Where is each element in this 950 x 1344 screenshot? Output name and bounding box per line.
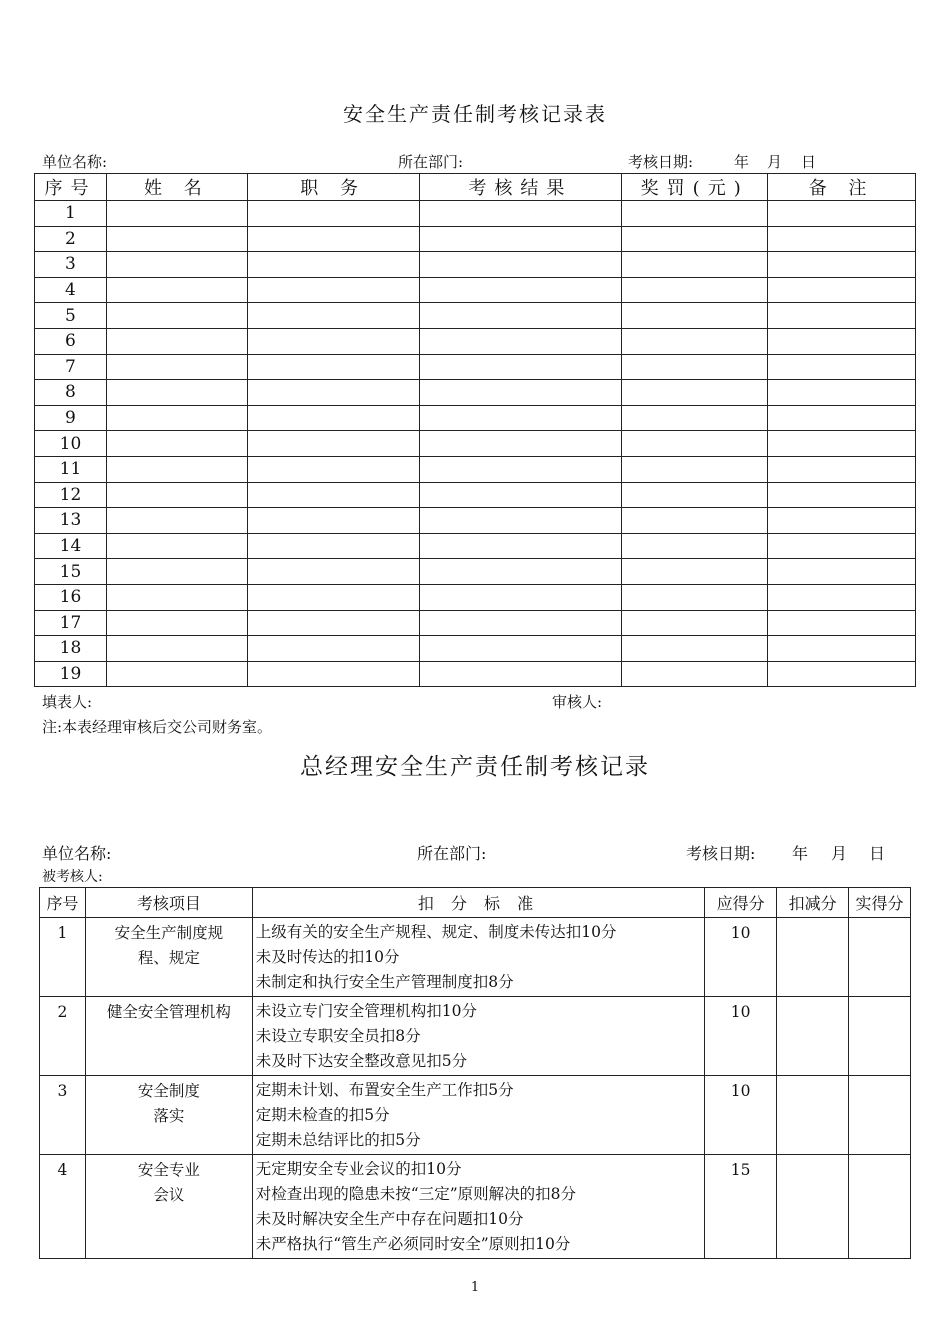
position-cell[interactable]	[247, 328, 419, 354]
name-cell[interactable]	[106, 533, 247, 559]
gm-item-line: 落实	[153, 1107, 185, 1125]
row-index: 18	[35, 636, 107, 662]
gm-item-line: 健全安全管理机构	[106, 1003, 231, 1021]
gm-deducted-cell[interactable]	[777, 918, 849, 997]
name-cell[interactable]	[106, 431, 247, 457]
remarks-cell[interactable]	[768, 201, 916, 227]
gm-criteria-line: 未及时传达的扣10分	[255, 948, 400, 966]
reward-cell[interactable]	[622, 277, 768, 303]
table-row	[35, 354, 916, 380]
position-cell[interactable]	[247, 456, 419, 482]
position-cell[interactable]	[247, 508, 419, 534]
gm-header-index: 序号	[40, 888, 86, 918]
table-row	[35, 328, 916, 354]
name-cell[interactable]	[106, 508, 247, 534]
reward-cell[interactable]	[622, 559, 768, 585]
gm-due-score-cell: 10	[705, 997, 777, 1076]
remarks-cell[interactable]	[768, 303, 916, 329]
name-cell[interactable]	[106, 252, 247, 278]
row-index: 12	[35, 482, 107, 508]
record-table	[34, 173, 916, 687]
reward-cell[interactable]	[622, 456, 768, 482]
row-index: 16	[35, 584, 107, 610]
remarks-cell[interactable]	[768, 431, 916, 457]
name-cell[interactable]	[106, 456, 247, 482]
table-row	[35, 431, 916, 457]
date-year: 年	[734, 153, 750, 171]
position-cell[interactable]	[247, 252, 419, 278]
result-cell[interactable]	[419, 354, 622, 380]
table-row	[35, 226, 916, 252]
gm-actual-cell[interactable]	[849, 1076, 911, 1155]
result-cell[interactable]	[419, 226, 622, 252]
gm-actual-cell[interactable]	[849, 918, 911, 997]
remarks-cell[interactable]	[768, 405, 916, 431]
row-index: 4	[35, 277, 107, 303]
position-cell[interactable]	[247, 661, 419, 687]
gm-header-criteria: 扣 分 标 准	[252, 888, 704, 918]
gm-criteria-line: 上级有关的安全生产规程、规定、制度未传达扣10分	[255, 923, 617, 941]
date-month: 月	[767, 153, 783, 171]
name-cell[interactable]	[106, 277, 247, 303]
reward-cell[interactable]	[622, 328, 768, 354]
position-cell[interactable]	[247, 636, 419, 662]
remarks-cell[interactable]	[768, 559, 916, 585]
position-cell[interactable]	[247, 482, 419, 508]
result-cell[interactable]	[419, 252, 622, 278]
result-cell[interactable]	[419, 277, 622, 303]
gm-row-index: 3	[40, 1076, 86, 1155]
position-cell[interactable]	[247, 277, 419, 303]
gm-item-cell	[85, 1155, 252, 1259]
gm-item-line: 安全生产制度规	[114, 924, 224, 942]
table-row	[35, 482, 916, 508]
reward-cell[interactable]	[622, 201, 768, 227]
gm-header-actual: 实得分	[849, 888, 911, 918]
remarks-cell[interactable]	[768, 584, 916, 610]
name-cell[interactable]	[106, 661, 247, 687]
remarks-cell[interactable]	[768, 277, 916, 303]
result-cell[interactable]	[419, 303, 622, 329]
gm-criteria-cell	[252, 918, 704, 997]
header-reward-penalty: 奖罚(元)	[622, 174, 768, 201]
reward-cell[interactable]	[622, 303, 768, 329]
gm-actual-cell[interactable]	[849, 997, 911, 1076]
row-index: 10	[35, 431, 107, 457]
position-cell[interactable]	[247, 431, 419, 457]
gm-item-cell	[85, 997, 252, 1076]
gm-item-cell	[85, 1076, 252, 1155]
gm-criteria-line: 定期未总结评比的扣5分	[255, 1131, 421, 1149]
table-row	[35, 508, 916, 534]
remarks-cell[interactable]	[768, 533, 916, 559]
position-cell[interactable]	[247, 380, 419, 406]
table-row	[35, 584, 916, 610]
row-index: 2	[35, 226, 107, 252]
reward-cell[interactable]	[622, 584, 768, 610]
result-cell[interactable]	[419, 661, 622, 687]
position-cell[interactable]	[247, 303, 419, 329]
row-index: 1	[35, 201, 107, 227]
name-cell[interactable]	[106, 226, 247, 252]
gm-header-deducted: 扣减分	[777, 888, 849, 918]
gm-header-due-score: 应得分	[705, 888, 777, 918]
table-row	[35, 405, 916, 431]
gm-criteria-line: 未及时下达安全整改意见扣5分	[255, 1052, 468, 1070]
assessee-label: 被考核人:	[42, 869, 103, 885]
name-cell[interactable]	[106, 354, 247, 380]
gm-table-row	[40, 918, 911, 997]
gm-assessment-date-label: 考核日期:	[686, 844, 756, 863]
gm-table-header-row	[40, 888, 911, 918]
header-result: 考核结果	[419, 174, 622, 201]
result-cell[interactable]	[419, 405, 622, 431]
result-cell[interactable]	[419, 584, 622, 610]
reward-cell[interactable]	[622, 380, 768, 406]
reward-cell[interactable]	[622, 405, 768, 431]
reward-cell[interactable]	[622, 226, 768, 252]
remarks-cell[interactable]	[768, 610, 916, 636]
row-index: 11	[35, 456, 107, 482]
result-cell[interactable]	[419, 533, 622, 559]
gm-table-row	[40, 1076, 911, 1155]
reward-cell[interactable]	[622, 661, 768, 687]
remarks-cell[interactable]	[768, 380, 916, 406]
table-row	[35, 303, 916, 329]
gm-row-index: 1	[40, 918, 86, 997]
gm-header-item: 考核项目	[85, 888, 252, 918]
gm-criteria-line: 未及时解决安全生产中存在问题扣10分	[255, 1210, 524, 1228]
position-cell[interactable]	[247, 584, 419, 610]
gm-date-day: 日	[869, 844, 886, 863]
gm-unit-name-label: 单位名称:	[42, 844, 112, 863]
gm-table-row	[40, 1155, 911, 1259]
table-row	[35, 661, 916, 687]
gm-item-line: 会议	[153, 1186, 185, 1204]
gm-record-table	[39, 887, 911, 1259]
page-number: 1	[470, 1280, 480, 1295]
reward-cell[interactable]	[622, 354, 768, 380]
row-index: 6	[35, 328, 107, 354]
gm-deducted-cell[interactable]	[777, 997, 849, 1076]
gm-criteria-line: 对检查出现的隐患未按“三定”原则解决的扣8分	[255, 1185, 576, 1203]
reviewer-label: 审核人:	[552, 693, 603, 711]
row-index: 19	[35, 661, 107, 687]
gm-item-line: 安全制度	[137, 1082, 200, 1100]
gm-record-title: 总经理安全生产责任制考核记录	[300, 754, 650, 780]
header-remarks: 备 注	[768, 174, 916, 201]
remarks-cell[interactable]	[768, 661, 916, 687]
table-note: 注:本表经理审核后交公司财务室。	[42, 718, 273, 736]
name-cell[interactable]	[106, 559, 247, 585]
name-cell[interactable]	[106, 380, 247, 406]
gm-criteria-cell	[252, 997, 704, 1076]
gm-criteria-cell	[252, 1155, 704, 1259]
table-row	[35, 380, 916, 406]
table-row	[35, 277, 916, 303]
gm-item-line: 安全专业	[137, 1161, 200, 1179]
gm-due-score-cell: 15	[705, 1155, 777, 1259]
header-index: 序号	[35, 174, 107, 201]
position-cell[interactable]	[247, 405, 419, 431]
table-row	[35, 252, 916, 278]
row-index: 15	[35, 559, 107, 585]
position-cell[interactable]	[247, 610, 419, 636]
gm-deducted-cell[interactable]	[777, 1155, 849, 1259]
table-row	[35, 533, 916, 559]
record-table-title: 安全生产责任制考核记录表	[343, 102, 607, 126]
name-cell[interactable]	[106, 482, 247, 508]
name-cell[interactable]	[106, 584, 247, 610]
row-index: 5	[35, 303, 107, 329]
name-cell[interactable]	[106, 328, 247, 354]
filler-label: 填表人:	[42, 693, 93, 711]
result-cell[interactable]	[419, 456, 622, 482]
header-name: 姓 名	[106, 174, 247, 201]
remarks-cell[interactable]	[768, 252, 916, 278]
gm-deducted-cell[interactable]	[777, 1076, 849, 1155]
row-index: 9	[35, 405, 107, 431]
gm-row-index: 4	[40, 1155, 86, 1259]
gm-due-score-cell: 10	[705, 1076, 777, 1155]
table-row	[35, 610, 916, 636]
name-cell[interactable]	[106, 405, 247, 431]
reward-cell[interactable]	[622, 431, 768, 457]
gm-criteria-line: 定期未计划、布置安全生产工作扣5分	[255, 1081, 514, 1099]
position-cell[interactable]	[247, 226, 419, 252]
row-index: 7	[35, 354, 107, 380]
reward-cell[interactable]	[622, 636, 768, 662]
name-cell[interactable]	[106, 610, 247, 636]
name-cell[interactable]	[106, 201, 247, 227]
result-cell[interactable]	[419, 610, 622, 636]
result-cell[interactable]	[419, 636, 622, 662]
gm-row-index: 2	[40, 997, 86, 1076]
result-cell[interactable]	[419, 328, 622, 354]
row-index: 8	[35, 380, 107, 406]
gm-item-line: 程、规定	[137, 949, 200, 967]
header-position: 职 务	[247, 174, 419, 201]
position-cell[interactable]	[247, 533, 419, 559]
result-cell[interactable]	[419, 431, 622, 457]
gm-table-row	[40, 997, 911, 1076]
position-cell[interactable]	[247, 201, 419, 227]
row-index: 17	[35, 610, 107, 636]
gm-department-label: 所在部门:	[417, 844, 487, 863]
remarks-cell[interactable]	[768, 482, 916, 508]
gm-date-month: 月	[831, 844, 848, 863]
table-row	[35, 201, 916, 227]
remarks-cell[interactable]	[768, 328, 916, 354]
result-cell[interactable]	[419, 482, 622, 508]
result-cell[interactable]	[419, 508, 622, 534]
record-table-header-row	[35, 174, 916, 201]
row-index: 14	[35, 533, 107, 559]
row-index: 3	[35, 252, 107, 278]
gm-criteria-line: 定期未检查的扣5分	[255, 1106, 390, 1124]
gm-item-cell	[85, 918, 252, 997]
result-cell[interactable]	[419, 201, 622, 227]
reward-cell[interactable]	[622, 533, 768, 559]
unit-name-label: 单位名称:	[42, 153, 108, 171]
remarks-cell[interactable]	[768, 226, 916, 252]
remarks-cell[interactable]	[768, 456, 916, 482]
remarks-cell[interactable]	[768, 636, 916, 662]
gm-actual-cell[interactable]	[849, 1155, 911, 1259]
gm-criteria-line: 未制定和执行安全生产管理制度扣8分	[255, 973, 514, 991]
position-cell[interactable]	[247, 354, 419, 380]
gm-criteria-line: 未设立专职安全员扣8分	[255, 1027, 421, 1045]
gm-date-year: 年	[792, 844, 809, 863]
table-row	[35, 456, 916, 482]
table-row	[35, 559, 916, 585]
name-cell[interactable]	[106, 636, 247, 662]
row-index: 13	[35, 508, 107, 534]
reward-cell[interactable]	[622, 610, 768, 636]
department-label: 所在部门:	[398, 153, 464, 171]
date-day: 日	[801, 153, 817, 171]
remarks-cell[interactable]	[768, 354, 916, 380]
reward-cell[interactable]	[622, 252, 768, 278]
reward-cell[interactable]	[622, 508, 768, 534]
result-cell[interactable]	[419, 380, 622, 406]
gm-criteria-line: 未设立专门安全管理机构扣10分	[255, 1002, 477, 1020]
gm-criteria-line: 无定期安全专业会议的扣10分	[255, 1160, 462, 1178]
assessment-date-label: 考核日期:	[628, 153, 694, 171]
reward-cell[interactable]	[622, 482, 768, 508]
gm-due-score-cell: 10	[705, 918, 777, 997]
position-cell[interactable]	[247, 559, 419, 585]
table-row	[35, 636, 916, 662]
result-cell[interactable]	[419, 559, 622, 585]
name-cell[interactable]	[106, 303, 247, 329]
gm-criteria-line: 未严格执行“管生产必须同时安全”原则扣10分	[255, 1235, 571, 1253]
gm-criteria-cell	[252, 1076, 704, 1155]
remarks-cell[interactable]	[768, 508, 916, 534]
